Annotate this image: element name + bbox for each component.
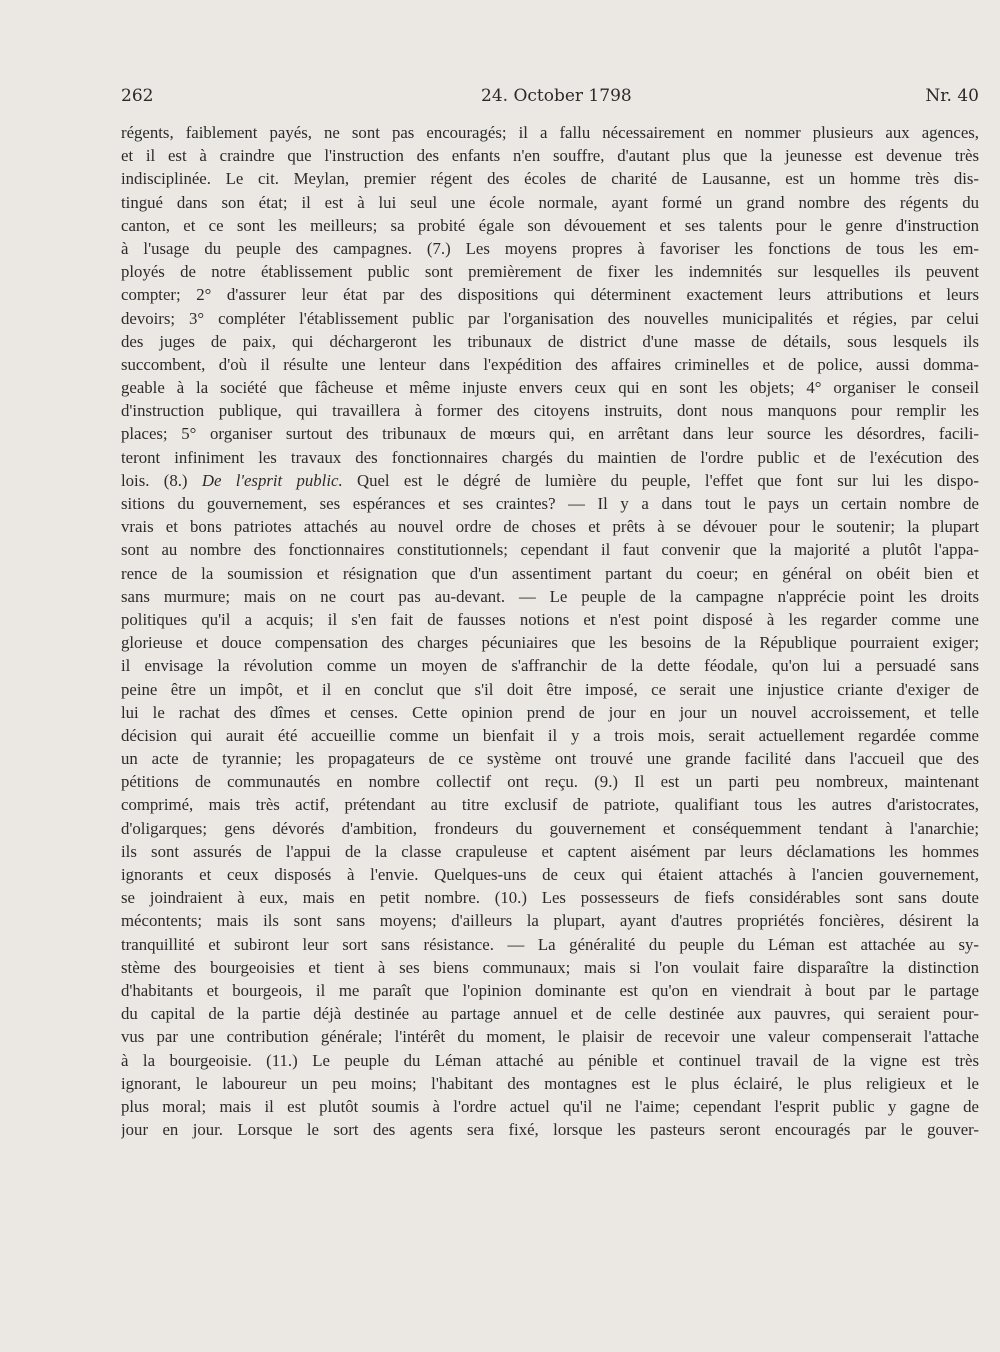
text-line: régents, faiblement payés, ne sont pas encouragés; il a fallu nécessairement en nommer plusieurs aux agences, bbox=[121, 123, 979, 142]
text-line: à la bourgeoisie. (11.) Le peuple du Léman attaché au pénible et continuel travail de la vigne est très bbox=[121, 1050, 979, 1070]
text-line: vrais et bons patriotes attachés au nouvel ordre de choses et prêts à se dévouer pour le soutenir; la plupart bbox=[121, 517, 979, 537]
text-line: lui le rachat des dîmes et censes. Cette opinion prend de jour en jour un nouvel accroissement, et telle bbox=[121, 702, 979, 722]
body-text bbox=[121, 121, 979, 1141]
text-line: places; 5° organiser surtout des tribunaux de mœurs qui, en arrêtant dans leur source les désordres, facili- bbox=[121, 424, 979, 444]
text-line: tranquillité et subiront leur sort sans résistance. — La généralité du peuple du Léman est attachée au sy- bbox=[121, 934, 979, 954]
text-line: teront infiniment les travaux des fonctionnaires chargés du maintien de l'ordre public et de l'exécution des bbox=[121, 447, 979, 467]
text-line: tingué dans son état; il est à lui seul une école normale, ayant formé un grand nombre des régents du bbox=[121, 192, 979, 212]
text-line: devoirs; 3° compléter l'établissement public par l'organisation des nouvelles municipalités et régies, par celui bbox=[121, 308, 979, 328]
text-line: d'habitants et bourgeois, il me paraît que l'opinion dominante est qu'on en viendrait à bout par le partage bbox=[121, 980, 979, 1000]
text-line: rence de la soumission et résignation que d'un assentiment partant du coeur; en général on obéit bien et bbox=[121, 563, 979, 583]
text-line: un acte de tyrannie; les propagateurs de ce système ont trouvé une grande facilité dans l'accueil que des bbox=[121, 749, 979, 769]
text-line: des juges de paix, qui déchargeront les tribunaux de district d'une masse de détails, sous lesquels ils bbox=[121, 331, 979, 351]
text-line: lois. (8.) De l'esprit public. Quel est le dégré de lumière du peuple, l'effet que font sur lui les dispo- bbox=[121, 470, 979, 490]
text-line: succombent, d'où il résulte une lenteur dans l'expédition des affaires criminelles et de police, aussi domma- bbox=[121, 354, 979, 374]
text-line: et il est à craindre que l'instruction des enfants n'en souffre, d'autant plus que la jeunesse est devenue très bbox=[121, 146, 979, 166]
text-line: sitions du gouvernement, ses espérances et ses craintes? — Il y a dans tout le pays un certain nombre de bbox=[121, 494, 979, 513]
text-line: canton, et ce sont les meilleurs; sa probité égale son dévouement et ses talents pour le genre d'instruction bbox=[121, 215, 979, 235]
text-line: se joindraient à eux, mais en petit nombre. (10.) Les possesseurs de fiefs considérables sont sans doute bbox=[121, 888, 979, 908]
header-date: 24. October 1798 bbox=[481, 86, 632, 106]
text-line: d'oligarques; gens dévorés d'ambition, frondeurs du gouvernement et conséquemment tendant à l'anarchie; bbox=[121, 818, 979, 838]
issue-number: Nr. 40 bbox=[925, 86, 979, 106]
text-line: à l'usage du peuple des campagnes. (7.) Les moyens propres à favoriser les fonctions de tous les em- bbox=[121, 238, 979, 258]
text-line: glorieuse et douce compensation des charges pécuniaires que les besoins de la République pourraient exiger; bbox=[121, 633, 979, 653]
text-line: sans murmure; mais on ne court pas au-devant. — Le peuple de la campagne n'apprécie point les droits bbox=[121, 586, 979, 606]
text-line: du capital de la partie déjà destinée au partage annuel et de celle destinée aux pauvres, qui seraient pour- bbox=[121, 1004, 979, 1024]
page-header bbox=[121, 86, 979, 112]
text-line: vus par une contribution générale; l'intérêt du moment, le plaisir de recevoir une valeur compenserait l'attache bbox=[121, 1027, 979, 1047]
text-line: ignorant, le laboureur un peu moins; l'habitant des montagnes est le plus éclairé, le plus religieux et le bbox=[121, 1073, 979, 1093]
text-line: ignorants et ceux disposés à l'envie. Quelques-uns de ceux qui étaient attachés à l'ancien gouvernement, bbox=[121, 865, 979, 884]
section-title: De l'esprit public. bbox=[201, 470, 343, 490]
text-line: peine être un impôt, et il en conclut que s'il doit être imposé, ce serait une injustice criante d'exiger de bbox=[121, 679, 979, 699]
text-line: ployés de notre établissement public sont premièrement de fixer les indemnités sur lesquelles ils peuvent bbox=[121, 262, 979, 282]
text-line: ils sont assurés de l'appui de la classe crapuleuse et captent aisément par leurs déclamations les hommes bbox=[121, 841, 979, 861]
text-line: stème des bourgeoisies et tient à ses biens communaux; mais si l'on voulait faire disparaître la distinction bbox=[121, 957, 979, 977]
text-line: pétitions de communautés en nombre collectif ont reçu. (9.) Il est un parti peu nombreux, maintenant bbox=[121, 772, 979, 792]
text-line: d'instruction publique, qui travaillera à former des citoyens instruits, dont nous manquons pour remplir les bbox=[121, 401, 979, 421]
text-line: plus moral; mais il est plutôt soumis à l'ordre actuel qu'il ne l'aime; cependant l'esprit public y gagne de bbox=[121, 1096, 979, 1116]
text-line: il envisage la révolution comme un moyen de s'affranchir de la dette féodale, qu'on lui a persuadé sans bbox=[121, 656, 979, 676]
text-line: mécontents; mais ils sont sans moyens; d'ailleurs la plupart, ayant d'autres propriétés foncières, désirent la bbox=[121, 911, 979, 931]
text-line: décision qui aurait été accueillie comme un bienfait il y a trois mois, serait actuellement regardée comme bbox=[121, 725, 979, 745]
text-line: indisciplinée. Le cit. Meylan, premier régent des écoles de charité de Lausanne, est un homme très dis- bbox=[121, 169, 979, 189]
text-line: compter; 2° d'assurer leur état par des dispositions qui déterminent exactement leurs attributions et leurs bbox=[121, 285, 979, 305]
text-line: politiques qu'il a acquis; il s'en fait de fausses notions et n'est point disposé à les regarder comme une bbox=[121, 609, 979, 629]
page-number: 262 bbox=[121, 86, 154, 106]
text-line: sont au nombre des fonctionnaires constitutionnels; cependant il faut convenir que la majorité a plutôt l'appa- bbox=[121, 540, 979, 560]
text-line: jour en jour. Lorsque le sort des agents sera fixé, lorsque les pasteurs seront encouragés par le gouver- bbox=[121, 1120, 979, 1140]
text-line: geable à la société que fâcheuse et même injuste envers ceux qui en sont les objets; 4° organiser le conseil bbox=[121, 378, 979, 398]
text-line: comprimé, mais très actif, prétendant au titre exclusif de patriote, qualifiant tous les autres d'aristocrates, bbox=[121, 795, 979, 815]
